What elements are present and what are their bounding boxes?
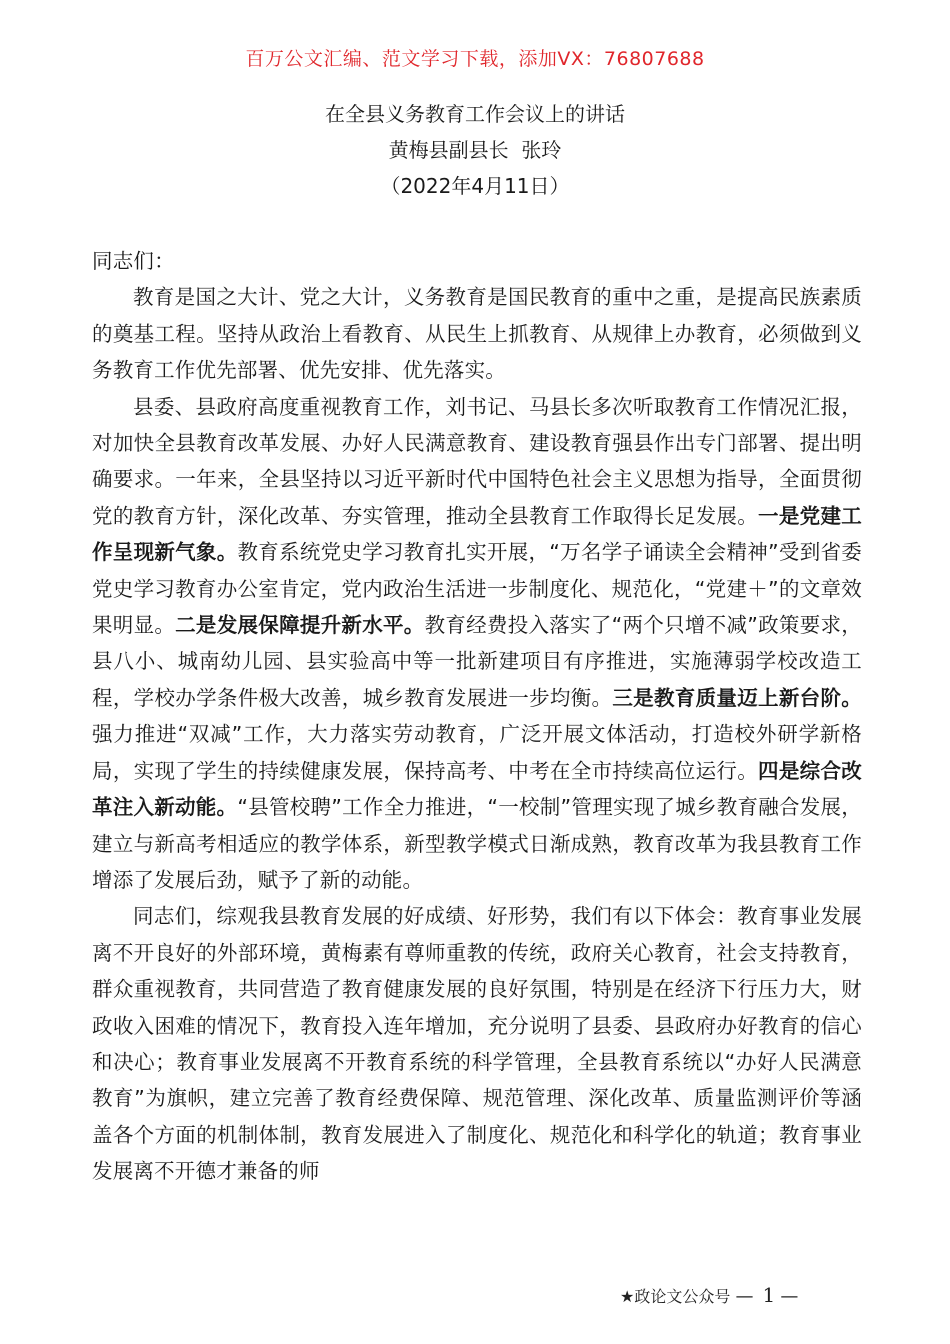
speech-body (92, 243, 862, 1190)
paragraph-2-text-3: 教育经费投入落实了“两个只增不减”政策要求，县八小、城南幼儿园、县实验高中等一批新建项目有序推进，实施薄弱学校改造工程，学校办学条件极大改善，城乡教育发展进一步均衡。 (92, 613, 862, 710)
paragraph-3: 同志们，综观我县教育发展的好成绩、好形势，我们有以下体会：教育事业发展离不开良好的外部环境，黄梅素有尊师重教的传统，政府关心教育，社会支持教育，群众重视教育，共同营造了教育健康发展的良好氛围，特别是在经济下行压力大，财政收入困难的情况下，教育投入连年增加，充分说明了县委、县政府办好教育的信心和决心；教育事业发展离不开教育系统的科学管理，全县教育系统以“办好人民满意教育”为旗帜，建立完善了教育经费保障、规范管理、深化改革、质量监测评价等涵盖各个方面的机制体制，教育发展进入了制度化、规范化和科学化的轨道；教育事业发展离不开德才兼备的师 (92, 904, 862, 1184)
point-2-heading: 二是发展保障提升新水平。 (175, 613, 425, 638)
speech-date: （2022年4月11日） (380, 174, 570, 198)
speech-title: 在全县义务教育工作会议上的讲话 (325, 102, 625, 126)
page-footer (620, 1283, 880, 1307)
paragraph-2 (92, 389, 862, 899)
title-block (0, 96, 950, 204)
point-4-heading: 四是综合改革注入新动能。 (92, 758, 863, 820)
paragraph-2-text-4: 强力推进“双减”工作，大力落实劳动教育，广泛开展文体活动，打造校外研学新格局，实现了学生的持续健康发展，保持高考、中考在全市持续高位运行。 (92, 722, 862, 783)
paragraph-2-text-5: “县管校聘”工作全力推进，“一校制”管理实现了城乡教育融合发展，建立与新高考相适应的教学体系，新型教学模式日渐成熟，教育改革为我县教育工作增添了发展后劲，赋予了新的动能。 (92, 795, 862, 892)
point-1-heading: 一是党建工作呈现新气象。 (92, 503, 863, 565)
footer-dash-left: — (735, 1286, 754, 1307)
salutation: 同志们： (92, 249, 175, 273)
footer-source: ★政论文公众号 (620, 1287, 731, 1306)
paragraph-1: 教育是国之大计、党之大计，义务教育是国民教育的重中之重，是提高民族素质的奠基工程。坚持从政治上看教育、从民生上抓教育、从规律上办教育，必须做到义务教育工作优先部署、优先安排、优先落实。 (92, 285, 862, 383)
page-number: 1 (762, 1283, 776, 1307)
footer-dash-right: — (780, 1286, 799, 1307)
point-3-heading: 三是教育质量迈上新台阶。 (612, 685, 862, 710)
paragraph-2-text-2: 教育系统党史学习教育扎实开展，“万名学子诵读全会精神”受到省委党史学习教育办公室肯定，党内政治生活进一步制度化、规范化，“党建＋”的文章效果明显。 (92, 540, 862, 638)
promo-banner: 百万公文汇编、范文学习下载，添加VX：76807688 (245, 48, 705, 70)
speaker-line: 黄梅县副县长 张玲 (388, 138, 562, 162)
paragraph-2-text-1: 县委、县政府高度重视教育工作，刘书记、马县长多次听取教育工作情况汇报，对加快全县教育改革发展、办好人民满意教育、建设教育强县作出专门部署、提出明确要求。一年来，全县坚持以习近平新时代中国特色社会主义思想为指导，全面贯彻党的教育方针，深化改革、夯实管理，推动全县教育工作取得长足发展。 (92, 394, 862, 528)
